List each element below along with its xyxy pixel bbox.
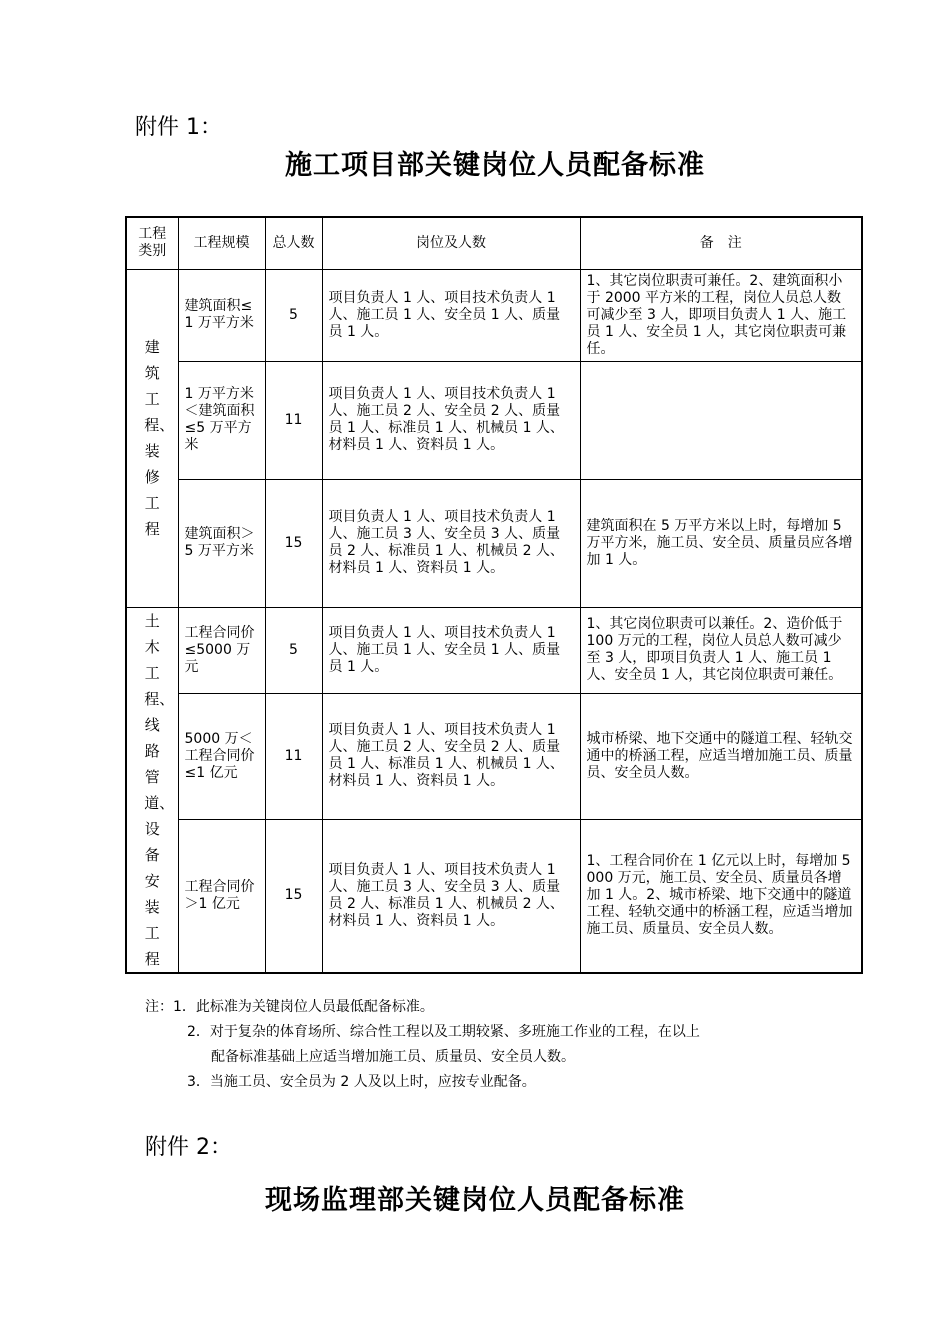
- header-total: 总人数: [265, 217, 322, 269]
- scale-cell: 工程合同价≤5000 万元: [178, 607, 265, 693]
- table-row: [126, 479, 862, 607]
- note-2-continued: 配备标准基础上应适当增加施工员、质量员、安全员人数。: [211, 1049, 575, 1065]
- total-cell: 5: [265, 269, 322, 361]
- header-scale: 工程规模: [178, 217, 265, 269]
- remark-cell: 1、其它岗位职责可兼任。2、建筑面积小于 2000 平方米的工程，岗位人员总人数可减少至 3 人，即项目负责人 1 人、施工员 1 人、安全员 1 人，其它岗位职责可兼任。: [580, 269, 862, 361]
- scale-cell: 建筑面积＞5 万平方米: [178, 479, 265, 607]
- table-row: [126, 693, 862, 819]
- table-row: [126, 269, 862, 361]
- scale-cell: 1 万平方米＜建筑面积≤5 万平方米: [178, 361, 265, 479]
- category-cell: 土木工程、线路管道、设备安装工程: [126, 607, 178, 973]
- note-2: 2．对于复杂的体育场所、综合性工程以及工期较紧、多班施工作业的工程，在以上: [187, 1024, 700, 1040]
- remark-cell: [580, 361, 862, 479]
- positions-cell: 项目负责人 1 人、项目技术负责人 1 人、施工员 1 人、安全员 1 人、质量员 1 人。: [322, 269, 580, 361]
- remark-cell: 1、工程合同价在 1 亿元以上时，每增加 5000 万元，施工员、安全员、质量员各增加 1 人。2、城市桥梁、地下交通中的隧道工程、轻轨交通中的桥涵工程，应适当增加施工员、质量员、安全员人数。: [580, 819, 862, 973]
- header-remark: 备 注: [580, 217, 862, 269]
- category-cell: 建筑工程、装修工程: [126, 269, 178, 607]
- positions-cell: 项目负责人 1 人、项目技术负责人 1 人、施工员 2 人、安全员 2 人、质量员 1 人、标准员 1 人、机械员 1 人、材料员 1 人、资料员 1 人。: [322, 693, 580, 819]
- remark-cell: 1、其它岗位职责可以兼任。2、造价低于 100 万元的工程，岗位人员总人数可减少至 3 人，即项目负责人 1 人、施工员 1 人、安全员 1 人，其它岗位职责可兼任。: [580, 607, 862, 693]
- staffing-standard-table: [125, 216, 863, 974]
- scale-cell: 5000 万＜工程合同价≤1 亿元: [178, 693, 265, 819]
- scale-cell: 建筑面积≤1 万平方米: [178, 269, 265, 361]
- document-title-2: 现场监理部关键岗位人员配备标准: [265, 1185, 685, 1216]
- note-1: 注：1．此标准为关键岗位人员最低配备标准。: [145, 999, 434, 1015]
- remark-cell: 建筑面积在 5 万平方米以上时，每增加 5 万平方米，施工员、安全员、质量员应各增加 1 人。: [580, 479, 862, 607]
- total-cell: 15: [265, 479, 322, 607]
- total-cell: 11: [265, 693, 322, 819]
- positions-cell: 项目负责人 1 人、项目技术负责人 1 人、施工员 1 人、安全员 1 人、质量员 1 人。: [322, 607, 580, 693]
- remark-cell: 城市桥梁、地下交通中的隧道工程、轻轨交通中的桥涵工程，应适当增加施工员、质量员、安全员人数。: [580, 693, 862, 819]
- total-cell: 5: [265, 607, 322, 693]
- attachment-2-label: 附件 2：: [145, 1135, 232, 1160]
- notes-block: [145, 995, 700, 1095]
- positions-cell: 项目负责人 1 人、项目技术负责人 1 人、施工员 2 人、安全员 2 人、质量员 1 人、标准员 1 人、机械员 1 人、材料员 1 人、资料员 1 人。: [322, 361, 580, 479]
- total-cell: 15: [265, 819, 322, 973]
- positions-cell: 项目负责人 1 人、项目技术负责人 1 人、施工员 3 人、安全员 3 人、质量员 2 人、标准员 1 人、机械员 2 人、材料员 1 人、资料员 1 人。: [322, 479, 580, 607]
- header-positions: 岗位及人数: [322, 217, 580, 269]
- attachment-1-label: 附件 1：: [135, 115, 222, 140]
- table-row: [126, 607, 862, 693]
- total-cell: 11: [265, 361, 322, 479]
- document-title-1: 施工项目部关键岗位人员配备标准: [285, 150, 705, 181]
- note-3: 3．当施工员、安全员为 2 人及以上时，应按专业配备。: [187, 1074, 536, 1090]
- scale-cell: 工程合同价＞1 亿元: [178, 819, 265, 973]
- table-row: [126, 819, 862, 973]
- positions-cell: 项目负责人 1 人、项目技术负责人 1 人、施工员 3 人、安全员 3 人、质量员 2 人、标准员 1 人、机械员 2 人、材料员 1 人、资料员 1 人。: [322, 819, 580, 973]
- table-row: [126, 361, 862, 479]
- header-category: 工程类别: [126, 217, 178, 269]
